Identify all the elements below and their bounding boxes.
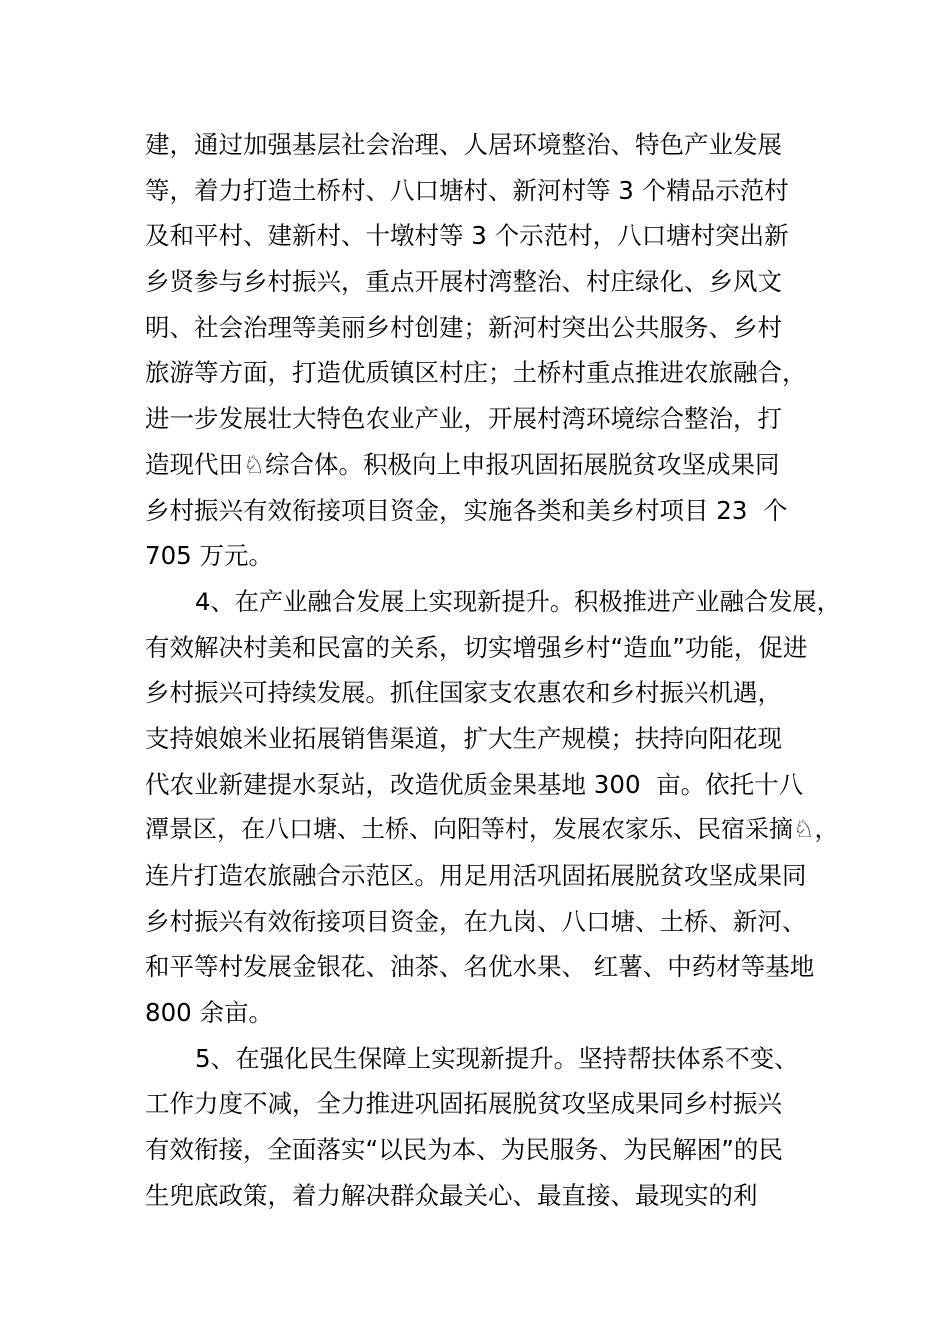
- text-line: 潭景区，在八口塘、土桥、向阳等村，发展农家乐、民宿采摘♘，: [145, 815, 839, 844]
- text-line: 有效解决村美和民富的关系，切实增强乡村“造血”功能，促进: [145, 632, 808, 662]
- text-line: 705 万元。: [145, 541, 274, 571]
- text-line: 等，着力打造土桥村、八口塘村、新河村等 3 个精品示范村: [145, 175, 789, 205]
- text-line: 工作力度不减，全力推进巩固拓展脱贫攻坚成果同乡村振兴: [145, 1089, 782, 1119]
- text-line: 建，通过加强基层社会治理、人居环境整治、特色产业发展: [145, 130, 782, 159]
- text-line: 生兜底政策，着力解决群众最关心、最直接、最现实的利: [145, 1180, 758, 1210]
- paragraph-heading-5: 5、在强化民生保障上实现新提升。坚持帮扶体系不变、: [195, 1043, 799, 1073]
- text-line: 及和平村、建新村、十墩村等 3 个示范村，八口塘村突出新: [145, 221, 789, 251]
- paragraph-heading-4: 4、在产业融合发展上实现新提升。积极推进产业融合发展，: [195, 586, 841, 616]
- text-line: 连片打造农旅融合示范区。用足用活巩固拓展脱贫攻坚成果同: [145, 861, 807, 890]
- text-line: 有效衔接，全面落实“以民为本、为民服务、为民解困”的民: [145, 1135, 783, 1165]
- text-line: 和平等村发展金银花、油茶、名优水果、 红薯、中药材等基地: [145, 952, 815, 982]
- text-line: 进一步发展壮大特色农业产业，开展村湾环境综合整治，打: [145, 404, 782, 434]
- text-line: 乡贤参与乡村振兴，重点开展村湾整治、村庄绿化、乡风文: [145, 267, 782, 297]
- text-line: 造现代田♘综合体。积极向上申报巩固拓展脱贫攻坚成果同: [145, 449, 780, 479]
- text-line: 旅游等方面，打造优质镇区村庄；土桥村重点推进农旅融合，: [145, 358, 807, 388]
- text-line: 800 余亩。: [145, 998, 274, 1028]
- text-line: 乡村振兴可持续发展。抓住国家支农惠农和乡村振兴机遇，: [145, 678, 782, 708]
- text-line: 乡村振兴有效衔接项目资金，实施各类和美乡村项目 23 个: [145, 495, 788, 525]
- body-text: [145, 122, 845, 1219]
- text-line: 乡村振兴有效衔接项目资金，在九岗、八口塘、土桥、新河、: [145, 906, 807, 936]
- text-line: 明、社会治理等美丽乡村创建；新河村突出公共服务、乡村: [145, 312, 782, 342]
- text-line: 支持娘娘米业拓展销售渠道，扩大生产规模；扶持向阳花现: [145, 723, 782, 753]
- text-line: 代农业新建提水泵站，改造优质金果基地 300 亩。依托十八: [145, 769, 804, 799]
